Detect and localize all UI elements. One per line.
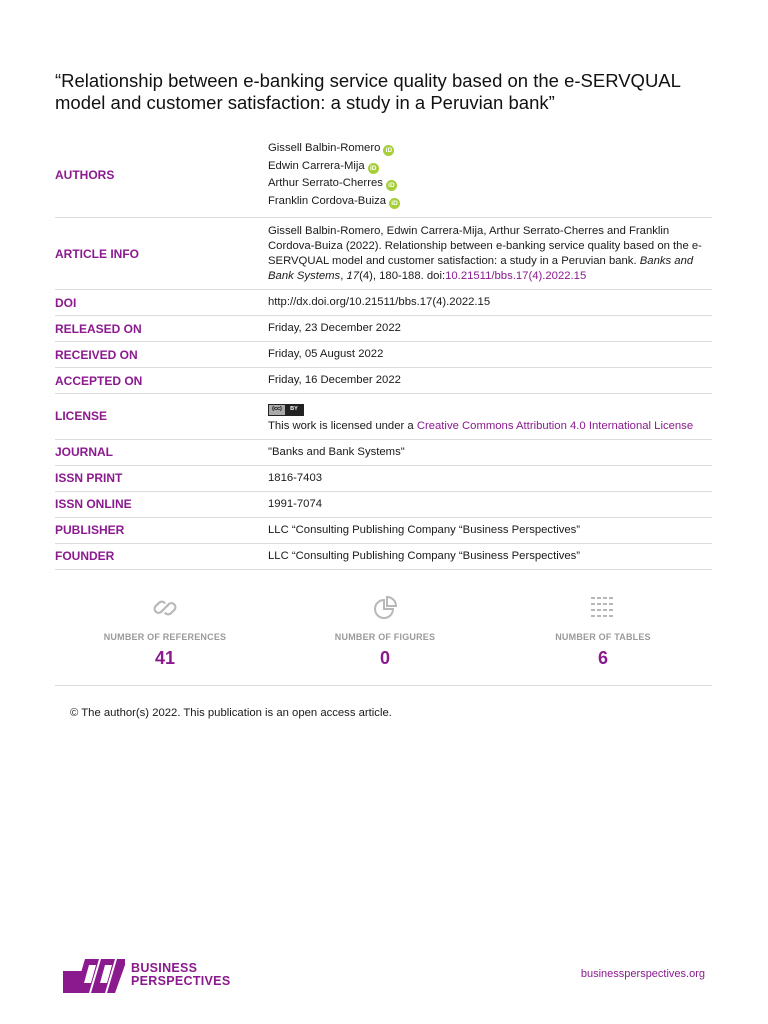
issn-online-value: 1991-7074 <box>268 497 323 510</box>
tables-count: 6 <box>597 648 608 668</box>
journal-label: JOURNAL <box>55 445 114 459</box>
issn-print-label: ISSN PRINT <box>55 471 123 485</box>
publisher-label: PUBLISHER <box>55 523 125 537</box>
license-text-block <box>268 419 712 434</box>
publisher-logo[interactable] <box>63 957 230 993</box>
license-text: This work is licensed under a <box>268 419 417 432</box>
brand-line-2: PERSPECTIVES <box>131 974 231 988</box>
link-icon <box>75 590 255 622</box>
tables-stat <box>513 590 693 669</box>
orcid-icon[interactable]: iD <box>386 180 397 191</box>
accepted-label: ACCEPTED ON <box>55 373 143 388</box>
author-item <box>268 193 712 211</box>
released-row <box>55 316 712 342</box>
citation-rest: (4), 180-188. doi: <box>359 270 446 282</box>
references-stat <box>75 590 255 669</box>
copyright-notice: © The author(s) 2022. This publication is an open access article. <box>70 707 392 719</box>
author-item <box>268 158 712 176</box>
figures-count: 0 <box>379 648 390 668</box>
orcid-icon[interactable]: iD <box>389 198 400 209</box>
license-label: LICENSE <box>55 409 108 424</box>
released-label: RELEASED ON <box>55 321 142 336</box>
table-icon <box>513 590 693 622</box>
author-name[interactable]: Arthur Serrato-Cherres <box>268 177 383 190</box>
author-item <box>268 140 712 158</box>
website-link[interactable]: businessperspectives.org <box>580 968 705 980</box>
brand-line-1: BUSINESS <box>131 961 198 975</box>
article-info-citation <box>268 218 712 289</box>
received-row <box>55 342 712 368</box>
journal-value: "Banks and Bank Systems" <box>268 445 405 458</box>
pie-chart-icon <box>295 590 475 622</box>
metadata-table <box>55 132 712 570</box>
issn-online-label: ISSN ONLINE <box>55 497 132 511</box>
article-info-label: ARTICLE INFO <box>55 246 139 261</box>
received-label: RECEIVED ON <box>55 347 138 362</box>
orcid-icon[interactable]: iD <box>368 163 379 174</box>
doi-row <box>55 290 712 316</box>
founder-label: FOUNDER <box>55 549 115 563</box>
citation-doi-link[interactable]: 10.21511/bbs.17(4).2022.15 <box>445 270 587 282</box>
cc-badge-by: BY <box>290 406 298 412</box>
author-name[interactable]: Edwin Carrera-Mija <box>268 159 365 172</box>
author-name[interactable]: Franklin Cordova-Buiza <box>268 194 387 207</box>
authors-label: AUTHORS <box>55 167 115 182</box>
issn-print-value: 1816-7403 <box>268 471 323 484</box>
orcid-icon[interactable]: iD <box>383 145 394 156</box>
brand-name <box>131 962 230 988</box>
author-name[interactable]: Gissell Balbin-Romero <box>268 142 381 155</box>
license-link[interactable]: Creative Commons Attribution 4.0 International License <box>416 419 694 432</box>
statistics-section <box>55 590 712 686</box>
accepted-value: Friday, 16 December 2022 <box>268 374 401 386</box>
references-label: NUMBER OF REFERENCES <box>103 632 227 642</box>
doi-label: DOI <box>55 295 77 310</box>
journal-row <box>55 440 712 466</box>
figures-label: NUMBER OF FIGURES <box>334 632 436 642</box>
authors-list <box>268 132 712 217</box>
license-row <box>55 394 712 440</box>
citation-separator: , <box>340 270 347 282</box>
doi-value[interactable]: http://dx.doi.org/10.21511/bbs.17(4).2022.15 <box>268 296 491 308</box>
cc-badge-cc: (cc) <box>269 405 285 415</box>
article-title: “Relationship between e-banking service quality based on the e-SERVQUAL model and customer satisfaction: a study in a Peruvian bank” <box>55 70 681 113</box>
article-info-row <box>55 218 712 290</box>
cc-by-badge-icon[interactable] <box>268 404 304 416</box>
license-value <box>268 394 712 439</box>
publisher-value: LLC “Consulting Publishing Company “Business Perspectives” <box>268 523 581 536</box>
founder-value: LLC “Consulting Publishing Company “Business Perspectives” <box>268 549 581 562</box>
citation-text: Gissell Balbin-Romero, Edwin Carrera-Mija, Arthur Serrato-Cherres and Franklin Cordova-Buiza (2022). Relationship between e-banking service quality based on the e-SERVQUAL model and customer satisfaction: a study in a Peruvian bank. <box>268 225 702 267</box>
received-value: Friday, 05 August 2022 <box>268 348 384 360</box>
author-item <box>268 175 712 193</box>
authors-row <box>55 132 712 218</box>
business-perspectives-logo-icon <box>63 957 125 993</box>
publisher-row <box>55 518 712 544</box>
founder-row <box>55 544 712 570</box>
issn-print-row <box>55 466 712 492</box>
citation-journal: Banks and Bank Systems <box>268 255 694 282</box>
citation-volume: 17 <box>346 270 360 282</box>
released-value: Friday, 23 December 2022 <box>268 322 401 334</box>
figures-stat <box>295 590 475 669</box>
references-count: 41 <box>154 648 176 668</box>
issn-online-row <box>55 492 712 518</box>
tables-label: NUMBER OF TABLES <box>555 632 651 642</box>
accepted-row <box>55 368 712 394</box>
